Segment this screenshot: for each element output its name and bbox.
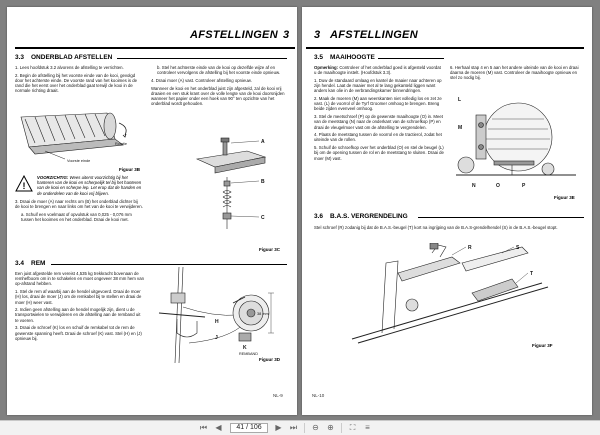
fullscreen-icon[interactable]: ⛶ bbox=[349, 423, 356, 432]
toolbar-divider bbox=[341, 423, 342, 433]
paragraph: 2. Begin de afstelling bij het voorste einde van de kooi, gevolgd door het achterste einde. De voorste rand van het kooimes is de rand die het eerst over het onderblad gaat terwijl de kooi in de normale richting draait. bbox=[15, 72, 138, 94]
figure-label: K bbox=[243, 345, 247, 351]
warning-text: Wees uiterst voorzichtig bij het hanteren van de kooi en scherpelijk tel bij het hanteren van de kooi en scherpe lep. Let erop dat de handen en de onderdelen van de kooi vrij blijven. bbox=[37, 175, 142, 196]
figure-label: P bbox=[522, 183, 526, 189]
figure-3e-height bbox=[452, 89, 584, 191]
paragraph bbox=[314, 65, 444, 75]
header-rule bbox=[15, 47, 295, 49]
note-text: Controleer of het onderblad goed is afgesteld voordat u de maaihoogte instelt. (Hoofdstuk 3.3). bbox=[314, 65, 441, 76]
warning-block bbox=[37, 175, 143, 196]
paragraph: b. Stel het achterste einde van de kooi op dezelfde wijze af en controleer vervolgens de afstelling bij het voorste einde opnieuw. bbox=[157, 65, 281, 76]
section-number: 3.4 bbox=[15, 260, 25, 267]
paragraph: Wanneer de kooi en het onderblad juist zijn afgesteld, zal de kooi vrij draaien en een stuk krant over de volle lengte van de kooi doorsnijden wanneer het papier onder een hoek van 90° ten opzichte van het onderblad wordt gehouden. bbox=[151, 85, 285, 107]
figure-3f-bas bbox=[342, 243, 562, 349]
figure-label: C bbox=[261, 215, 265, 221]
figure-label: S bbox=[516, 245, 520, 251]
section-text-block bbox=[314, 225, 584, 233]
svg-text:!: ! bbox=[22, 181, 26, 191]
section-text-block bbox=[450, 65, 582, 83]
paragraph: 2. Maak de moeren (M) aan weerskanten niet volledig los en zet ze vast. (L) de voorrol of de Tyrf Groomer omhoog te brengen. Breng beide zijden evenveel omhoog. bbox=[314, 96, 442, 112]
section-rule bbox=[117, 58, 287, 59]
last-page-icon[interactable]: ⏭ bbox=[289, 423, 298, 432]
page-header-number: 3 bbox=[283, 29, 290, 41]
paragraph: Een juist afgestelde rem vereist 4,535 kg trekkracht bovenaan de remhefboom om in te schakelen en moet ongeveer 38 mm hem van op-afstand hebben. bbox=[15, 271, 144, 287]
section-rule bbox=[418, 217, 584, 218]
paragraph: 3. Draai de schroef (K) los en schuif de remkabel tot de rem de gewenste spanning heeft. Draai de schroef (K) vast. Stel (H) en (J) opnieuw bij. bbox=[15, 325, 142, 341]
section-number: 3.5 bbox=[314, 54, 324, 61]
paragraph: 2. Indien geen afstelling aan de hendel mogelijk zijn, dient u de transportwielen te verwijderen en de afstelling aan de remband uit te voeren. bbox=[15, 307, 141, 323]
page-header-number: 3 bbox=[314, 29, 321, 41]
figure-label: O bbox=[496, 183, 500, 189]
figure-label: Voorste einde bbox=[67, 159, 91, 163]
section-title: MAAIHOOGTE bbox=[330, 54, 375, 61]
figure-caption: Figuur 3C bbox=[259, 247, 280, 252]
figure-label: M bbox=[458, 125, 463, 131]
section-text-block bbox=[151, 65, 289, 109]
paragraph: 5. Schuif de schroefkop over het onderblad (O) en stel de beugel (L) bij om de opening tussen de rol en de meetstang te sluiten. Draai de moer (M) vast. bbox=[314, 145, 444, 161]
header-rule bbox=[306, 47, 584, 49]
figure-caption: Figuur 3B bbox=[119, 167, 140, 172]
section-text-block bbox=[15, 65, 143, 96]
paragraph: 6. Herhaal stap 4 en 5 aan het andere uiteinde van de kooi en draai daarna de moeren (M) vast. Controleer de maaihoogte opnieuw en stel zo nodig bij. bbox=[450, 65, 579, 81]
paragraph: 1. Lees hoofdstuk 3.2 alvorens de afstelling te verrichten. bbox=[15, 65, 124, 70]
first-page-icon[interactable]: ⏮ bbox=[199, 423, 208, 432]
zoom-out-icon[interactable]: ⊖ bbox=[312, 423, 319, 432]
paragraph: 4. Plaats de meetstang tussen de voorrol en de tractierol, zodat het uiteinde van de rollen. bbox=[314, 132, 442, 143]
toolbar-divider bbox=[304, 423, 305, 433]
note-label: Opmerking: bbox=[314, 65, 339, 70]
figure-3c-adjuster bbox=[187, 137, 287, 245]
section-title: B.A.S. VERGRENDELING bbox=[330, 213, 408, 220]
paragraph: Stel schroef (R) zodanig bij dat de B.A.S.-beugel (T) kort na ingrijping van de B.A.S-grendelhendel (S) in de B.A.S.-beugel stopt. bbox=[314, 225, 558, 230]
zoom-in-icon[interactable]: ⊕ bbox=[327, 423, 334, 432]
figure-3b-reel bbox=[15, 109, 143, 171]
section-text-block bbox=[314, 65, 444, 163]
figure-label: A bbox=[261, 139, 265, 145]
paragraph: 1. Stel de rem af waarbij aan de hendel uitgevoerd. Draai de moer (H) los, draai de moer (J) om de remkabel bij te stellen en draai de moer (H) weer vast. bbox=[15, 289, 142, 305]
figure-label: 38 mm bbox=[257, 312, 269, 316]
figure-caption: Figuur 3F bbox=[532, 343, 553, 348]
page-header-title: AFSTELLINGEN bbox=[190, 29, 278, 41]
viewer-toolbar bbox=[0, 420, 600, 435]
previous-page-icon[interactable]: ◀ bbox=[215, 423, 222, 432]
paragraph: 4. Draai moer (A) vast. Controleer afstelling opnieuw. bbox=[151, 77, 252, 83]
page-number: NL-9 bbox=[273, 393, 283, 398]
right-page bbox=[302, 7, 592, 415]
menu-icon[interactable]: ≡ bbox=[365, 423, 370, 432]
paragraph: a. Schuif een voelmaat of opvulstuk van 0,025 - 0,076 mm tussen het kooimes en het onderblad. Draai de kooi met. bbox=[21, 211, 132, 223]
left-page bbox=[7, 7, 297, 415]
warning-icon bbox=[15, 175, 33, 193]
page-header-title: AFSTELLINGEN bbox=[330, 29, 418, 41]
figure-label: R bbox=[468, 245, 472, 251]
page-number-input[interactable]: 41 / 106 bbox=[230, 423, 268, 433]
figure-label: H bbox=[215, 319, 219, 325]
section-text-block bbox=[15, 271, 145, 343]
figure-label: Rotatie bbox=[115, 142, 128, 146]
section-number: 3.6 bbox=[314, 213, 324, 220]
section-number: 3.3 bbox=[15, 54, 25, 61]
paragraph: 3. Stel de meetschroef (P) op de gewenste maaihoogte (O) in. Meet van de meetstang (N) naar de onderkant van de schroefkop (P) en draai de vleugelmoer vast om de afstelling te vergrendelen. bbox=[314, 114, 443, 130]
next-page-icon[interactable]: ▶ bbox=[275, 423, 282, 432]
warning-title: VOORZICHTIG: bbox=[37, 175, 69, 180]
figure-caption: Figuur 3E bbox=[554, 195, 575, 200]
section-text-block bbox=[15, 199, 143, 225]
figure-label: T bbox=[530, 271, 534, 277]
figure-label: REMBAND bbox=[239, 352, 258, 356]
section-title: REM bbox=[31, 260, 46, 267]
paragraph: 1. Duw de standaard omlaag en kantel de maaier naar achteren op zijn hendel. Laat de maaier met al te lang gekanteld liggen want anders kan olie in de verbrandingskamer binnendringen. bbox=[314, 77, 442, 94]
page-number: NL-10 bbox=[312, 393, 325, 398]
figure-label: B bbox=[261, 179, 265, 185]
paragraph: 3. Draai de moer (A) naar rechts om (B) het onderblad dichter bij de kooi te brengen en naar links om het van de kooi te verwijderen. bbox=[15, 199, 143, 210]
figure-caption: Figuur 3D bbox=[259, 357, 280, 362]
figure-label: L bbox=[458, 97, 462, 103]
section-title: ONDERBLAD AFSTELLEN bbox=[31, 54, 113, 61]
figure-label: N bbox=[472, 183, 476, 189]
figure-label: J bbox=[215, 335, 218, 341]
section-rule bbox=[378, 58, 444, 59]
